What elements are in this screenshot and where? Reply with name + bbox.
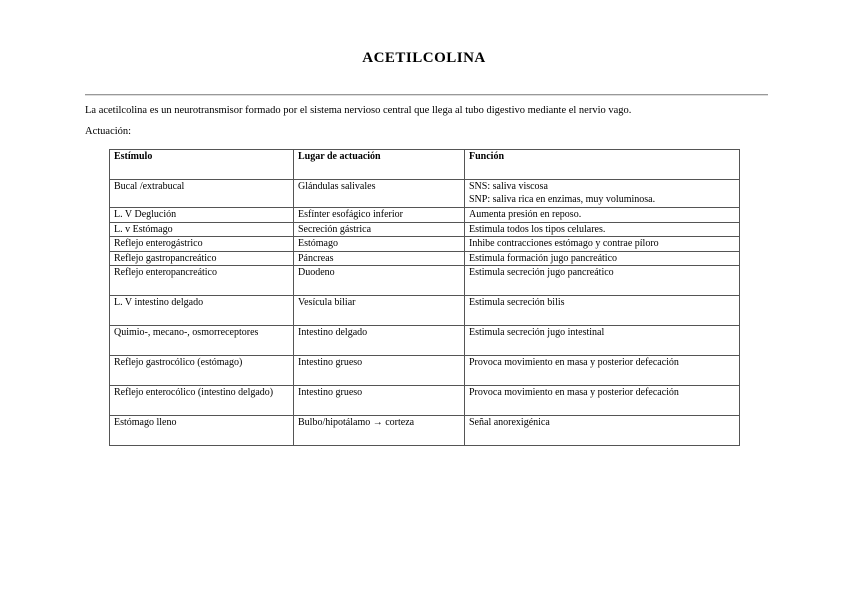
cell-estimulo: Reflejo enterogástrico (110, 237, 294, 252)
cell-estimulo: Quimio-, mecano-, osmorreceptores (110, 326, 294, 356)
cell-lugar: Intestino delgado (294, 326, 465, 356)
document-title: ACETILCOLINA (362, 50, 486, 66)
table-header-row (110, 150, 740, 180)
cell-lugar: Intestino grueso (294, 386, 465, 416)
cell-lugar: Duodeno (294, 266, 465, 296)
header-funcion: Función (465, 150, 740, 180)
cell-funcion: Estimula secreción jugo intestinal (465, 326, 740, 356)
cell-lugar: Estómago (294, 237, 465, 252)
section-label: Actuación: (85, 126, 132, 137)
funcion-line: SNP: saliva rica en enzimas, muy voluminosa. (469, 193, 656, 205)
table-row (110, 386, 740, 416)
cell-estimulo: Reflejo gastrocólico (estómago) (110, 356, 294, 386)
cell-funcion (465, 180, 740, 208)
cell-funcion: Estimula secreción bilis (465, 296, 740, 326)
cell-estimulo: Estómago lleno (110, 416, 294, 446)
cell-lugar: Esfínter esofágico inferior (294, 208, 465, 223)
cell-funcion: Inhibe contracciones estómago y contrae píloro (465, 237, 740, 252)
cell-funcion: Estimula secreción jugo pancreático (465, 266, 740, 296)
cell-estimulo: Reflejo enteropancreático (110, 266, 294, 296)
cell-lugar: Vesícula biliar (294, 296, 465, 326)
cell-funcion: Provoca movimiento en masa y posterior defecación (465, 386, 740, 416)
cell-estimulo: Reflejo enterocólico (intestino delgado) (110, 386, 294, 416)
table-row (110, 180, 740, 208)
table-row (110, 266, 740, 296)
title-divider (85, 94, 768, 96)
cell-lugar: Intestino grueso (294, 356, 465, 386)
cell-estimulo: Reflejo gastropancreático (110, 251, 294, 266)
actuacion-table (109, 149, 740, 446)
cell-funcion: Aumenta presión en reposo. (465, 208, 740, 223)
table-row (110, 237, 740, 252)
cell-estimulo: L. v Estómago (110, 222, 294, 237)
table-row (110, 326, 740, 356)
table-row (110, 416, 740, 446)
funcion-line: SNS: saliva viscosa (469, 181, 548, 192)
cell-lugar: Páncreas (294, 251, 465, 266)
cell-funcion: Provoca movimiento en masa y posterior defecación (465, 356, 740, 386)
header-estimulo: Estímulo (110, 150, 294, 180)
table-row (110, 296, 740, 326)
cell-funcion: Señal anorexigénica (465, 416, 740, 446)
header-lugar: Lugar de actuación (294, 150, 465, 180)
cell-estimulo: L. V Deglución (110, 208, 294, 223)
table-row (110, 208, 740, 223)
cell-lugar: Glándulas salivales (294, 180, 465, 208)
table-row (110, 222, 740, 237)
cell-estimulo: L. V intestino delgado (110, 296, 294, 326)
table-row (110, 356, 740, 386)
table-row (110, 251, 740, 266)
cell-estimulo: Bucal /extrabucal (110, 180, 294, 208)
cell-funcion: Estimula todos los tipos celulares. (465, 222, 740, 237)
cell-funcion: Estimula formación jugo pancreático (465, 251, 740, 266)
cell-lugar: Bulbo/hipotálamo → corteza (294, 416, 465, 446)
intro-paragraph: La acetilcolina es un neurotransmisor formado por el sistema nervioso central que llega al tubo digestivo mediante el nervio vago. (85, 105, 632, 116)
cell-lugar: Secreción gástrica (294, 222, 465, 237)
